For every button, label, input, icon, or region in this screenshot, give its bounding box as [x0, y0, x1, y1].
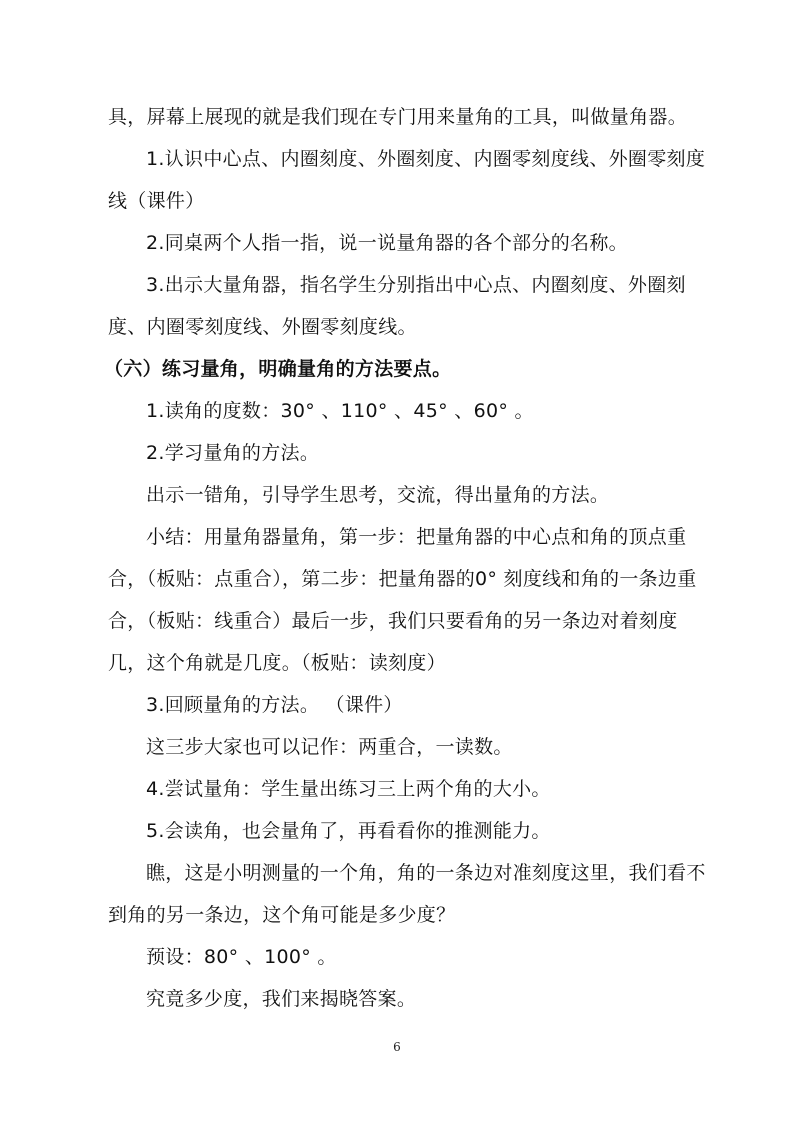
text-line: 具，屏幕上展现的就是我们现在专门用来量角的工具，叫做量角器。 — [108, 106, 688, 128]
text-line: 5.会读角，也会量角了，再看看你的推测能力。 — [146, 820, 551, 842]
section-heading: （六）练习量角，明确量角的方法要点。 — [104, 358, 452, 380]
text-line: 1.认识中心点、内圈刻度、外圈刻度、内圈零刻度线、外圈零刻度 — [146, 148, 706, 170]
text-line: 这三步大家也可以记作：两重合，一读数。 — [146, 736, 513, 758]
text-line: 2.学习量角的方法。 — [146, 442, 320, 464]
text-line: 出示一错角，引导学生思考，交流，得出量角的方法。 — [146, 484, 610, 506]
text-line: 2.同桌两个人指一指，说一说量角器的各个部分的名称。 — [146, 232, 628, 254]
text-line: 3.出示大量角器，指名学生分别指出中心点、内圈刻度、外圈刻 — [146, 274, 686, 296]
text-line: 3.回顾量角的方法。 （课件） — [146, 694, 403, 716]
text-line: 到角的另一条边，这个角可能是多少度？ — [108, 904, 456, 926]
text-line: 度、内圈零刻度线、外圈零刻度线。 — [108, 316, 417, 338]
page-number: 6 — [393, 1040, 401, 1054]
text-line: 小结：用量角器量角，第一步：把量角器的中心点和角的顶点重 — [146, 526, 687, 548]
text-line: 4.尝试量角：学生量出练习三上两个角的大小。 — [146, 778, 551, 800]
text-line: 瞧，这是小明测量的一个角，角的一条边对准刻度这里，我们看不 — [146, 862, 706, 884]
text-line: 预设：80° 、100° 。 — [146, 946, 337, 968]
text-line: 究竟多少度，我们来揭晓答案。 — [146, 988, 417, 1010]
text-line: 合，（板贴：点重合），第二步：把量角器的0° 刻度线和角的一条边重 — [108, 568, 697, 590]
text-line: 合，（板贴：线重合）最后一步，我们只要看角的另一条边对着刻度 — [108, 610, 678, 632]
text-line: 线（课件） — [108, 190, 205, 212]
text-line: 几，这个角就是几度。（板贴：读刻度） — [108, 652, 446, 674]
text-line: 1.读角的度数：30° 、110° 、45° 、60° 。 — [146, 400, 534, 422]
